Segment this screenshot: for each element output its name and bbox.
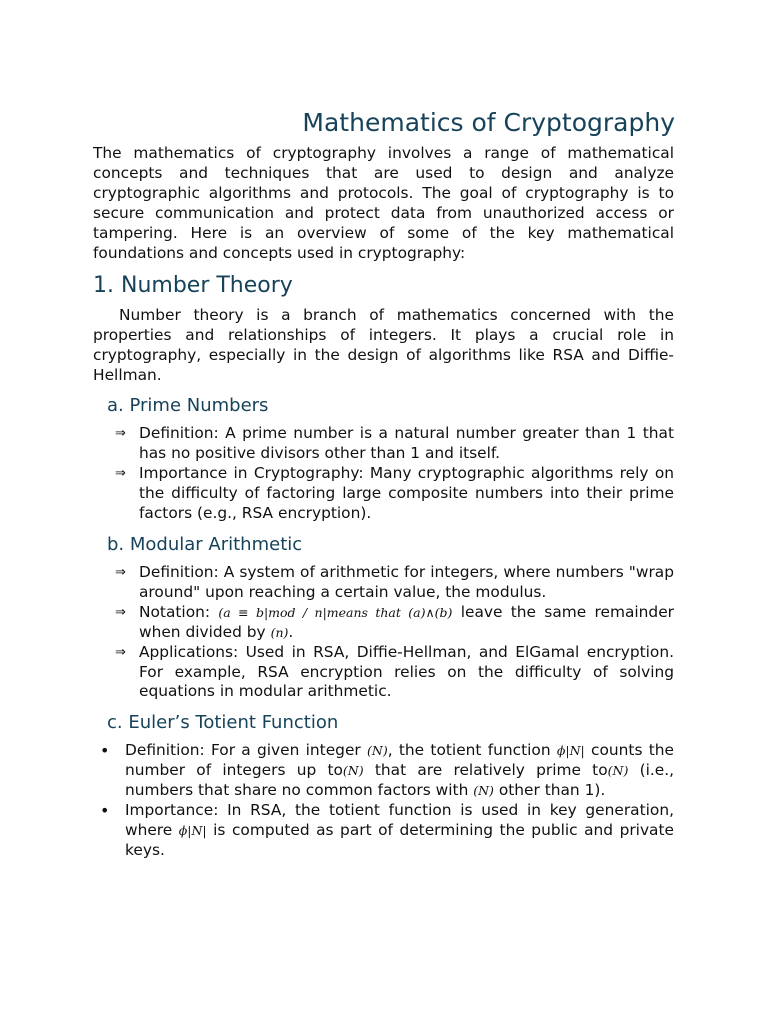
math-n: (N) [473,782,494,798]
list-item [115,563,674,603]
list-item [115,643,674,703]
euler-def-text: , the totient function [387,741,557,759]
math-n: (N) [367,743,388,758]
subheading-modular-arithmetic: b. Modular Arithmetic [107,534,303,555]
notation-text: leave the same remainder when divided by [139,602,675,641]
list-item [115,464,674,524]
section-heading-number-theory: 1. Number Theory [93,273,293,298]
prime-definition: Definition: A prime number is a natural number greater than 1 that has no positive divisors other than 1 and itself. [139,424,674,462]
euler-def-text: other than 1). [493,780,606,799]
math-n: (N) [342,762,364,778]
list-item [115,603,674,643]
prime-importance: Importance in Cryptography: Many cryptographic algorithms rely on the difficulty of factoring large composite numbers into their prime factors (e.g., RSA encryption). [139,463,674,522]
notation-modulus: (n) [270,624,289,640]
double-arrow-icon: ⇒ [115,604,126,620]
list-item [115,424,674,464]
double-arrow-icon: ⇒ [115,565,126,580]
math-phi-n: ϕ|N| [556,743,585,758]
math-n: (N) [607,762,629,778]
notation-label: Notation: [139,602,219,621]
double-arrow-icon: ⇒ [115,644,126,660]
intro-paragraph: The mathematics of cryptography involves a range of mathematical concepts and techniques that are used to design and analyze cryptographic algorithms and protocols. The goal of cryptography is to secure communication and protect data from unauthorized access or tampering. Here is an overview of some of the key mathematical foundations and concepts used in cryptography: [93,144,674,262]
euler-def-text: counts the number of integers up to [125,741,675,779]
double-arrow-icon: ⇒ [115,426,126,441]
euler-imp-text: Importance: In RSA, the totient function is used in key generation, where [125,800,674,839]
notation-formula: (a ≡ b|mod / n|means that (a)∧(b) [218,604,453,620]
list-item [98,801,674,861]
number-theory-paragraph: Number theory is a branch of mathematics concerned with the properties and relationships of integers. It plays a crucial role in cryptography, especially in the design of algorithms like RSA and Diffie-Hellman. [93,306,674,384]
euler-def-text: (i.e., numbers that share no common factors with [125,760,674,799]
list-item [98,741,674,801]
modular-applications: Applications: Used in RSA, Diffie-Hellman, and ElGamal encryption. For example, RSA encryption relies on the difficulty of solving equations in modular arithmetic. [139,642,674,701]
modular-definition: Definition: A system of arithmetic for integers, where numbers "wrap around" upon reaching a certain value, the modulus. [139,563,674,601]
double-arrow-icon: ⇒ [115,465,126,481]
euler-imp-text: is computed as part of determining the public and private keys. [125,820,674,859]
euler-def-text: Definition: For a given integer [125,741,368,759]
bullet-icon: • [100,741,110,760]
euler-def-text: that are relatively prime to [363,760,608,779]
euler-totient-list [98,741,674,860]
modular-arithmetic-list [115,563,674,702]
notation-end: . [288,622,294,641]
subheading-euler-totient: c. Euler’s Totient Function [107,712,339,733]
bullet-icon: • [100,800,110,820]
math-phi-n: ϕ|N| [178,822,207,838]
document-title: Mathematics of Cryptography [302,108,675,137]
prime-numbers-list [115,424,674,524]
subheading-prime-numbers: a. Prime Numbers [107,395,269,416]
